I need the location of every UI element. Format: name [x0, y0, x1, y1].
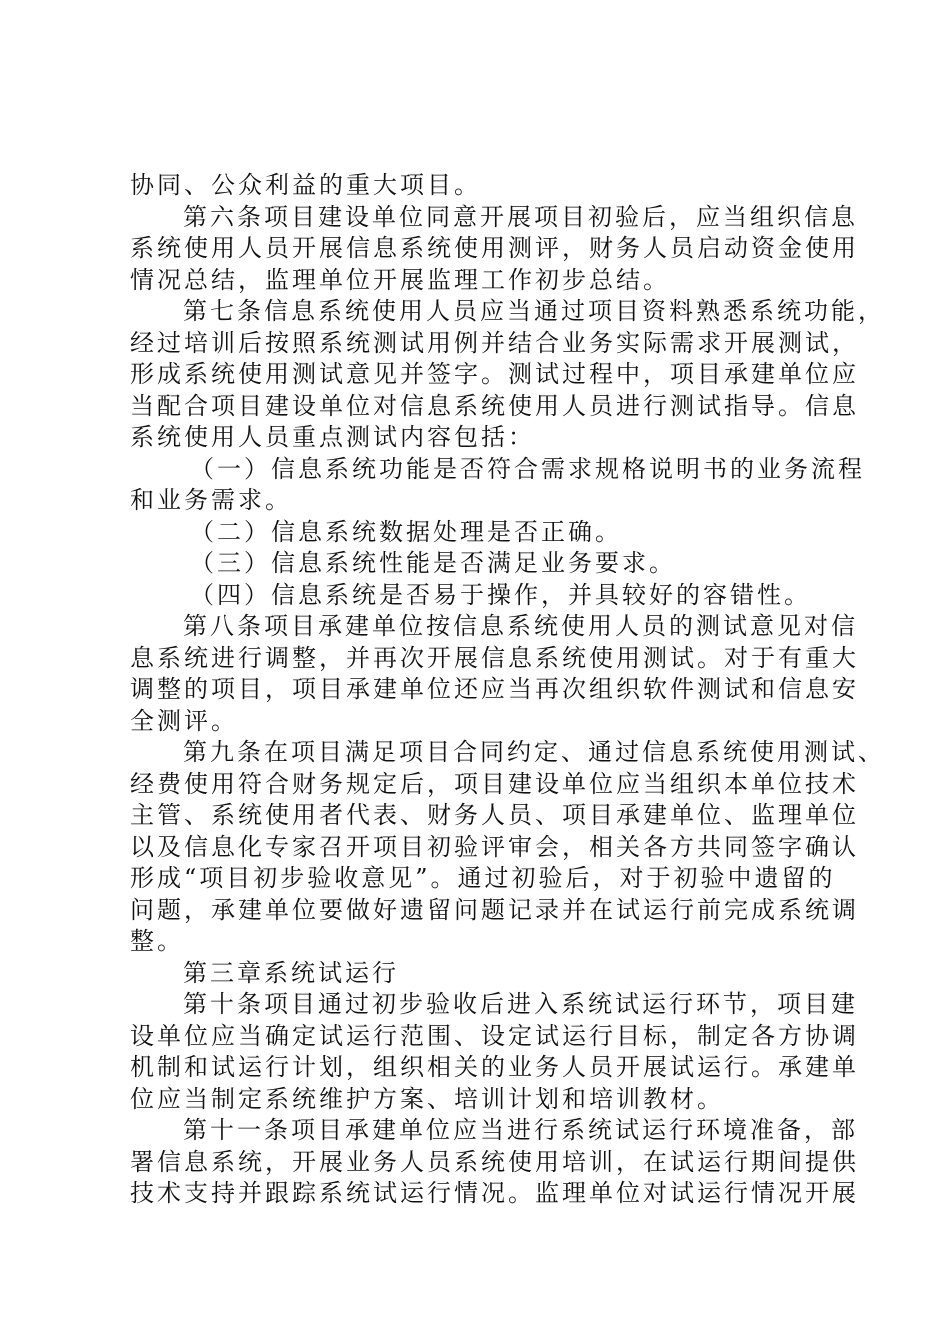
text-line: 经费使用符合财务规定后，项目建设单位应当组织本单位技术 — [130, 769, 859, 798]
text-line: 和业务需求。 — [130, 486, 292, 514]
text-line: 全测评。 — [130, 706, 238, 735]
text-line: 以及信息化专家召开项目初验评审会，相关各方共同签字确认 — [130, 832, 859, 861]
document-body — [130, 170, 885, 1210]
text-line: 第七条信息系统使用人员应当通过项目资料熟悉系统功能， — [183, 297, 885, 325]
text-line: 息系统进行调整，并再次开展信息系统使用测试。对于有重大 — [130, 643, 859, 672]
text-line: （三）信息系统性能是否满足业务要求。 — [190, 549, 676, 577]
text-line: 情况总结，监理单位开展监理工作初步总结。 — [130, 265, 670, 294]
text-line: 第八条项目承建单位按信息系统使用人员的测试意见对信 — [183, 612, 858, 640]
text-line: 机制和试运行计划，组织相关的业务人员开展试运行。承建单 — [130, 1053, 859, 1081]
text-line: （一）信息系统功能是否符合需求规格说明书的业务流程 — [190, 454, 865, 483]
text-line: 系统使用人员开展信息系统使用测评，财务人员启动资金使用 — [130, 234, 859, 262]
text-line: 当配合项目建设单位对信息系统使用人员进行测试指导。信息 — [130, 391, 859, 420]
text-line: 系统使用人员重点测试内容包括： — [130, 423, 535, 451]
text-line: 第十条项目通过初步验收后进入系统试运行环节，项目建 — [183, 990, 858, 1018]
text-line: 设单位应当确定试运行范围、设定试运行目标，制定各方协调 — [130, 1021, 859, 1050]
text-line: 整。 — [130, 927, 184, 955]
text-line: 协同、公众利益的重大项目。 — [130, 171, 481, 199]
text-line: （二）信息系统数据处理是否正确。 — [190, 517, 622, 546]
text-line: 主管、系统使用者代表、财务人员、项目承建单位、监理单位 — [130, 801, 859, 829]
text-line: 问题，承建单位要做好遗留问题记录并在试运行前完成系统调 — [130, 895, 859, 924]
text-line: 技术支持并跟踪系统试运行情况。监理单位对试运行情况开展 — [130, 1179, 859, 1207]
text-line: 第十一条项目承建单位应当进行系统试运行环境准备，部 — [183, 1116, 858, 1144]
text-line: 位应当制定系统维护方案、培训计划和培训教材。 — [130, 1084, 724, 1113]
text-line: 第六条项目建设单位同意开展项目初验后，应当组织信息 — [183, 202, 858, 231]
text-line: 调整的项目，项目承建单位还应当再次组织软件测试和信息安 — [130, 675, 859, 703]
text-line: （四）信息系统是否易于操作，并具较好的容错性。 — [190, 580, 811, 609]
text-line: 经过培训后按照系统测试用例并结合业务实际需求开展测试， — [130, 328, 859, 357]
chapter-heading: 第三章系统试运行 — [183, 958, 399, 987]
text-line: 形成系统使用测试意见并签字。测试过程中，项目承建单位应 — [130, 360, 859, 388]
text-line: 形成“项目初步验收意见”。通过初验后，对于初验中遗留的 — [130, 864, 836, 892]
text-line: 第九条在项目满足项目合同约定、通过信息系统使用测试、 — [183, 738, 885, 766]
text-line: 署信息系统，开展业务人员系统使用培训，在试运行期间提供 — [130, 1147, 859, 1176]
